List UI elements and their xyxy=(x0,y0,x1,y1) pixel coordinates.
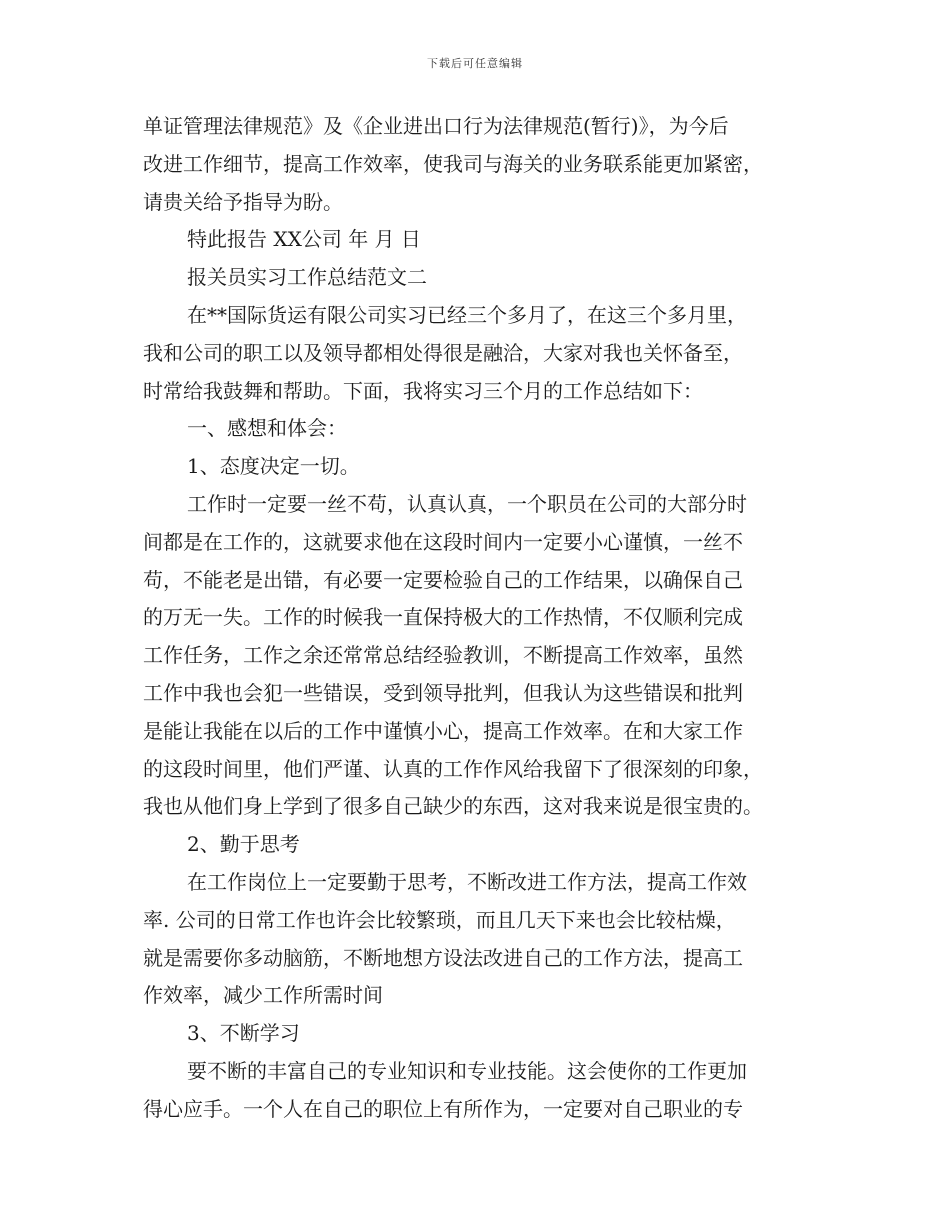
body-line-7: 我和公司的职工以及领导都相处得很是融洽，大家对我也关怀备至， xyxy=(143,340,743,365)
page-header-note: 下载后可任意编辑 xyxy=(427,57,523,70)
heading-attitude: 1、态度决定一切。 xyxy=(187,454,360,479)
body-line-27: 得心应手。一个人在自己的职位上有所作为，一定要对自己职业的专 xyxy=(143,1096,743,1121)
body-line-8: 时常给我鼓舞和帮助。下面，我将实习三个月的工作总结如下： xyxy=(143,378,703,403)
heading-thinking: 2、勤于思考 xyxy=(187,832,300,857)
body-line-17: 是能让我能在以后的工作中谨慎小心，提高工作效率。在和大家工作 xyxy=(143,718,743,743)
body-line-22: 率. 公司的日常工作也许会比较繁琐，而且几天下来也会比较枯燥， xyxy=(143,907,736,932)
heading-feelings: 一、感想和体会： xyxy=(187,416,347,441)
body-line-15: 工作任务，工作之余还常常总结经验教训，不断提高工作效率，虽然 xyxy=(143,643,743,668)
heading-learning: 3、不断学习 xyxy=(187,1021,300,1046)
body-line-6: 在**国际货运有限公司实习已经三个多月了，在这三个多月里， xyxy=(187,302,747,327)
body-line-19: 我也从他们身上学到了很多自己缺少的东西，这对我来说是很宝贵的。 xyxy=(143,794,763,819)
body-line-13: 苟，不能老是出错，有必要一定要检验自己的工作结果，以确保自己 xyxy=(143,567,743,592)
body-line-21: 在工作岗位上一定要勤于思考，不断改进工作方法，提高工作效 xyxy=(187,869,747,894)
body-line-18: 的这段时间里，他们严谨、认真的工作作风给我留下了很深刻的印象， xyxy=(143,756,763,781)
section-title: 报关员实习工作总结范文二 xyxy=(187,265,427,290)
body-line-12: 间都是在工作的，这就要求他在这段时间内一定要小心谨慎，一丝不 xyxy=(143,529,743,554)
body-line-3: 请贵关给予指导为盼。 xyxy=(143,189,343,214)
body-line-1: 单证管理法律规范》及《企业进出口行为法律规范(暂行)》，为今后 xyxy=(143,114,729,138)
body-line-11: 工作时一定要一丝不苟，认真认真，一个职员在公司的大部分时 xyxy=(187,491,747,516)
document-body xyxy=(143,108,811,1129)
body-line-24: 作效率，减少工作所需时间 xyxy=(143,983,383,1008)
body-line-23: 就是需要你多动脑筋，不断地想方设法改进自己的工作方法，提高工 xyxy=(143,945,743,970)
body-line-16: 工作中我也会犯一些错误，受到领导批判，但我认为这些错误和批判 xyxy=(143,680,743,705)
closing-line: 特此报告 XX公司 年 月 日 xyxy=(187,227,421,252)
body-line-14: 的万无一失。工作的时候我一直保持极大的工作热情，不仅顺利完成 xyxy=(143,605,743,630)
body-line-2: 改进工作细节，提高工作效率，使我司与海关的业务联系能更加紧密， xyxy=(143,151,763,176)
body-line-26: 要不断的丰富自己的专业知识和专业技能。这会使你的工作更加 xyxy=(187,1058,747,1083)
